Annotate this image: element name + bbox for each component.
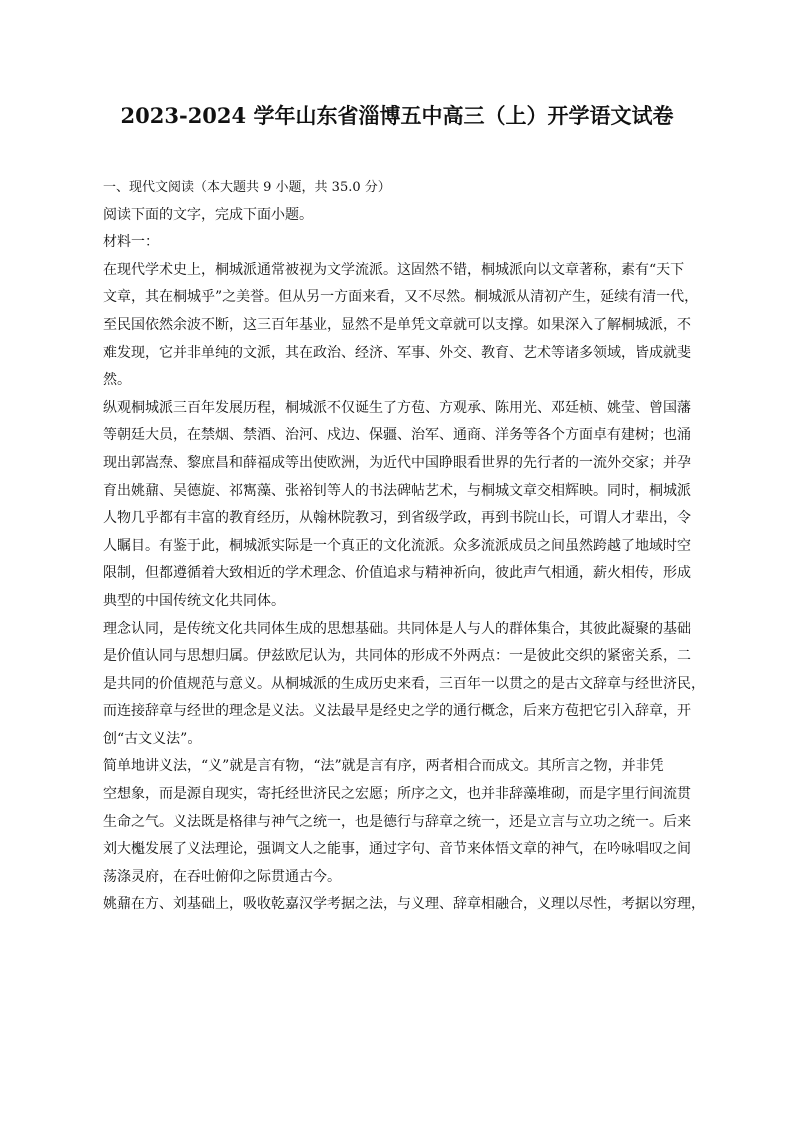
document-body <box>103 174 705 919</box>
material-label: 材料一： <box>103 234 159 251</box>
text-line: 等朝廷大员，在禁烟、禁酒、治河、戍边、保疆、治军、通商、洋务等各个方面卓有建树；也涌 <box>103 427 691 444</box>
paragraph-1 <box>103 257 699 395</box>
section-heading: 一、现代文阅读（本大题共 9 小题，共 35.0 分） <box>103 180 391 195</box>
paragraph-2 <box>103 395 699 616</box>
text-line: 生命之气。义法既是格律与神气之统一，也是德行与辞章之统一，还是立言与立功之统一。后来 <box>103 813 691 830</box>
text-line: 是共同的价值规范与意义。从桐城派的生成历史来看，三百年一以贯之的是古文辞章与经世济民， <box>103 675 705 692</box>
text-line: 文章，其在桐城乎”之美誉。但从另一方面来看，又不尽然。桐城派从清初产生，延续有清一代， <box>103 289 699 306</box>
text-line: 空想象，而是源自现实，寄托经世济民之宏愿；所序之文，也并非辞藻堆砌，而是字里行间流贯 <box>103 786 691 803</box>
text-line: 而连接辞章与经世的理念是义法。义法最早是经史之学的通行概念，后来方苞把它引入辞章，开 <box>103 703 691 720</box>
text-line: 创“古文义法”。 <box>103 730 202 747</box>
text-line: 荡涤灵府，在吞吐俯仰之际贯通古今。 <box>103 868 341 885</box>
text-line: 纵观桐城派三百年发展历程，桐城派不仅诞生了方苞、方观承、陈用光、邓廷桢、姚莹、曾国藩 <box>103 399 691 416</box>
reading-instruction: 阅读下面的文字，完成下面小题。 <box>103 206 313 223</box>
text-line: 育出姚鼐、吴德旋、祁寯藻、张裕钊等人的书法碑帖艺术，与桐城文章交相辉映。同时，桐城派 <box>103 482 691 499</box>
paragraph-4 <box>103 753 699 891</box>
text-line: 理念认同，是传统文化共同体生成的思想基础。共同体是人与人的群体集合，其彼此凝聚的基础 <box>103 620 691 637</box>
text-line: 现出郭嵩焘、黎庶昌和薛福成等出使欧洲，为近代中国睁眼看世界的先行者的一流外交家；并孕 <box>103 454 691 471</box>
text-line: 然。 <box>103 372 131 389</box>
text-line: 限制，但都遵循着大致相近的学术理念、价值追求与精神祈向，彼此声气相通，薪火相传，形成 <box>103 565 691 582</box>
text-line: 难发现，它并非单纯的文派，其在政治、经济、军事、外交、教育、艺术等诸多领域，皆成就斐 <box>103 344 691 361</box>
text-line: 简单地讲义法，“义”就是言有物，“法”就是言有序，两者相合而成文。其所言之物，并非凭 <box>103 758 664 775</box>
text-line: 在现代学术史上，桐城派通常被视为文学流派。这固然不错，桐城派向以文章著称，素有“天下 <box>103 261 685 278</box>
text-line: 人物几乎都有丰富的教育经历，从翰林院教习，到省级学政，再到书院山长，可谓人才辈出，令 <box>103 510 691 527</box>
text-line: 是价值认同与思想归属。伊兹欧尼认为，共同体的形成不外两点：一是彼此交织的紧密关系，二 <box>103 648 691 665</box>
paragraph-5 <box>103 891 705 919</box>
text-line: 刘大櫆发展了义法理论，强调文人之能事，通过字句、音节来体悟文章的神气，在吟咏唱叹之间 <box>103 841 691 858</box>
text-line: 至民国依然余波不断，这三百年基业，显然不是单凭文章就可以支撑。如果深入了解桐城派，不 <box>103 316 691 333</box>
text-line: 人瞩目。有鉴于此，桐城派实际是一个真正的文化流派。众多流派成员之间虽然跨越了地域时空 <box>103 537 691 554</box>
text-line: 姚鼐在方、刘基础上，吸收乾嘉汉学考据之法，与义理、辞章相融合，义理以尽性，考据以穷理， <box>103 896 705 913</box>
page-title: 2023-2024 学年山东省淄博五中高三（上）开学语文试卷 <box>120 103 674 128</box>
paragraph-3 <box>103 616 705 754</box>
text-line: 典型的中国传统文化共同体。 <box>103 592 285 609</box>
